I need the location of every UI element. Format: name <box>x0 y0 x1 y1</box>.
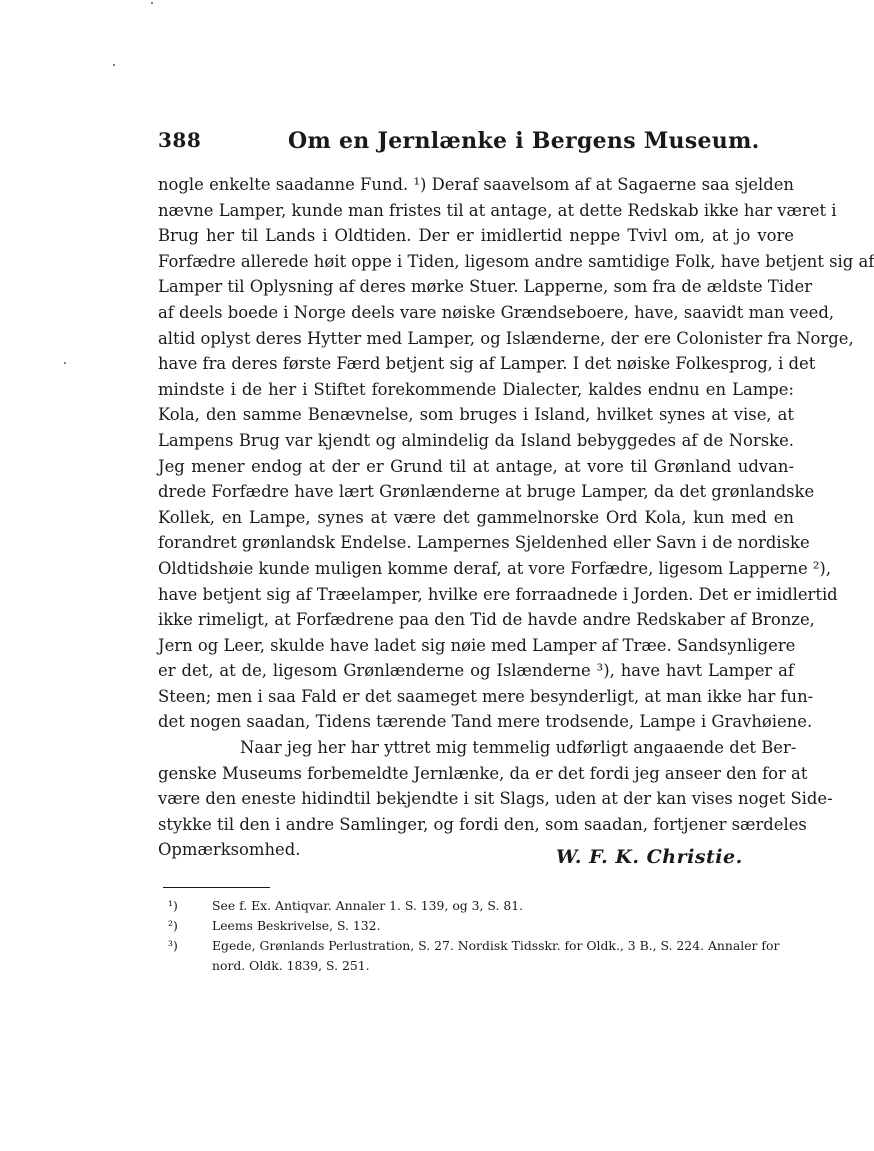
text-line: Lampens Brug var kjendt og almindelig da Island bebyggedes af de Norske. <box>158 430 794 450</box>
text-line: ikke rimeligt, at Forfædrene paa den Tid de havde andre Redskaber af Bronze, <box>158 610 815 630</box>
footnote-text: Leems Beskrivelse, S. 132. <box>212 918 381 933</box>
text-line: være den eneste hidindtil bekjendte i sit Slags, uden at der kan vises noget Side- <box>158 789 833 809</box>
text-line: altid oplyst deres Hytter med Lamper, og Islænderne, der ere Colonister fra Norge, <box>158 328 854 348</box>
text-line: Forfædre allerede høit oppe i Tiden, ligesom andre samtidige Folk, have betjent sig af <box>158 251 874 271</box>
footnote-text: Egede, Grønlands Perlustration, S. 27. Nordisk Tidsskr. for Oldk., 3 B., S. 224. Annaler for <box>212 938 780 953</box>
author-signature: W. F. K. Christie. <box>556 846 743 868</box>
text-line: drede Forfædre have lært Grønlænderne at bruge Lamper, da det grønlandske <box>158 482 815 502</box>
text-line: Opmærksomhed. <box>158 840 301 860</box>
scan-speck <box>151 2 153 4</box>
running-title: Om en Jernlænke i Bergens Museum. <box>288 128 760 154</box>
footnote-marker: ³) <box>168 938 178 953</box>
footnote-marker: ²) <box>168 918 178 933</box>
body-text <box>158 172 874 863</box>
footnote-continuation <box>168 956 794 976</box>
footnotes <box>168 896 794 976</box>
text-line: af deels boede i Norge deels vare nøiske Grændseboere, have, saavidt man veed, <box>158 302 835 322</box>
text-line: Lamper til Oplysning af deres mørke Stuer. Lapperne, som fra de ældste Tider <box>158 277 813 297</box>
text-line: Oldtidshøie kunde muligen komme deraf, at vore Forfædre, ligesom Lapperne ²), <box>158 558 832 578</box>
text-line: nævne Lamper, kunde man fristes til at antage, at dette Redskab ikke har været i <box>158 200 837 220</box>
footnote-rule <box>163 887 270 888</box>
text-line: er det, at de, ligesom Grønlænderne og Islænderne ³), have havt Lamper af <box>158 661 794 681</box>
scan-speck <box>113 64 115 66</box>
footnote-marker: ¹) <box>168 898 178 913</box>
text-line: nogle enkelte saadanne Fund. ¹) Deraf saavelsom af at Sagaerne saa sjelden <box>158 175 794 194</box>
footnote <box>168 936 794 956</box>
footnote-text: nord. Oldk. 1839, S. 251. <box>212 958 370 973</box>
running-head <box>158 128 794 158</box>
text-line: have fra deres første Færd betjent sig af Lamper. I det nøiske Folkesprog, i det <box>158 354 816 374</box>
text-line: Jern og Leer, skulde have ladet sig nøie med Lamper af Træe. Sandsynligere <box>158 635 796 655</box>
page-number: 388 <box>158 128 202 152</box>
text-line: mindste i de her i Stiftet forekommende Dialecter, kaldes endnu en Lampe: <box>158 379 794 399</box>
text-line: Steen; men i saa Fald er det saameget mere besynderligt, at man ikke har fun- <box>158 686 814 706</box>
scan-speck <box>64 362 66 364</box>
text-line: Naar jeg her har yttret mig temmelig udførligt angaaende det Ber- <box>240 738 797 758</box>
text-line: genske Museums forbemeldte Jernlænke, da er det fordi jeg anseer den for at <box>158 763 808 783</box>
text-line: det nogen saadan, Tidens tærende Tand mere trodsende, Lampe i Gravhøiene. <box>158 712 813 732</box>
text-line: forandret grønlandsk Endelse. Lampernes Sjeldenhed eller Savn i de nordiske <box>158 533 810 553</box>
footnote-text: See f. Ex. Antiqvar. Annaler 1. S. 139, og 3, S. 81. <box>212 898 524 913</box>
text-line: Kola, den samme Benævnelse, som bruges i Island, hvilket synes at vise, at <box>158 405 794 425</box>
text-line: stykke til den i andre Samlinger, og fordi den, som saadan, fortjener særdeles <box>158 814 807 834</box>
text-line: Brug her til Lands i Oldtiden. Der er imidlertid neppe Tvivl om, at jo vore <box>158 226 794 246</box>
text-line: Kollek, en Lampe, synes at være det gammelnorske Ord Kola, kun med en <box>158 507 794 527</box>
text-line: have betjent sig af Træelamper, hvilke ere forraadnede i Jorden. Det er imidlertid <box>158 584 838 604</box>
footnote <box>168 896 794 916</box>
text-line: Jeg mener endog at der er Grund til at antage, at vore til Grønland udvan- <box>158 456 794 476</box>
footnote <box>168 916 794 936</box>
